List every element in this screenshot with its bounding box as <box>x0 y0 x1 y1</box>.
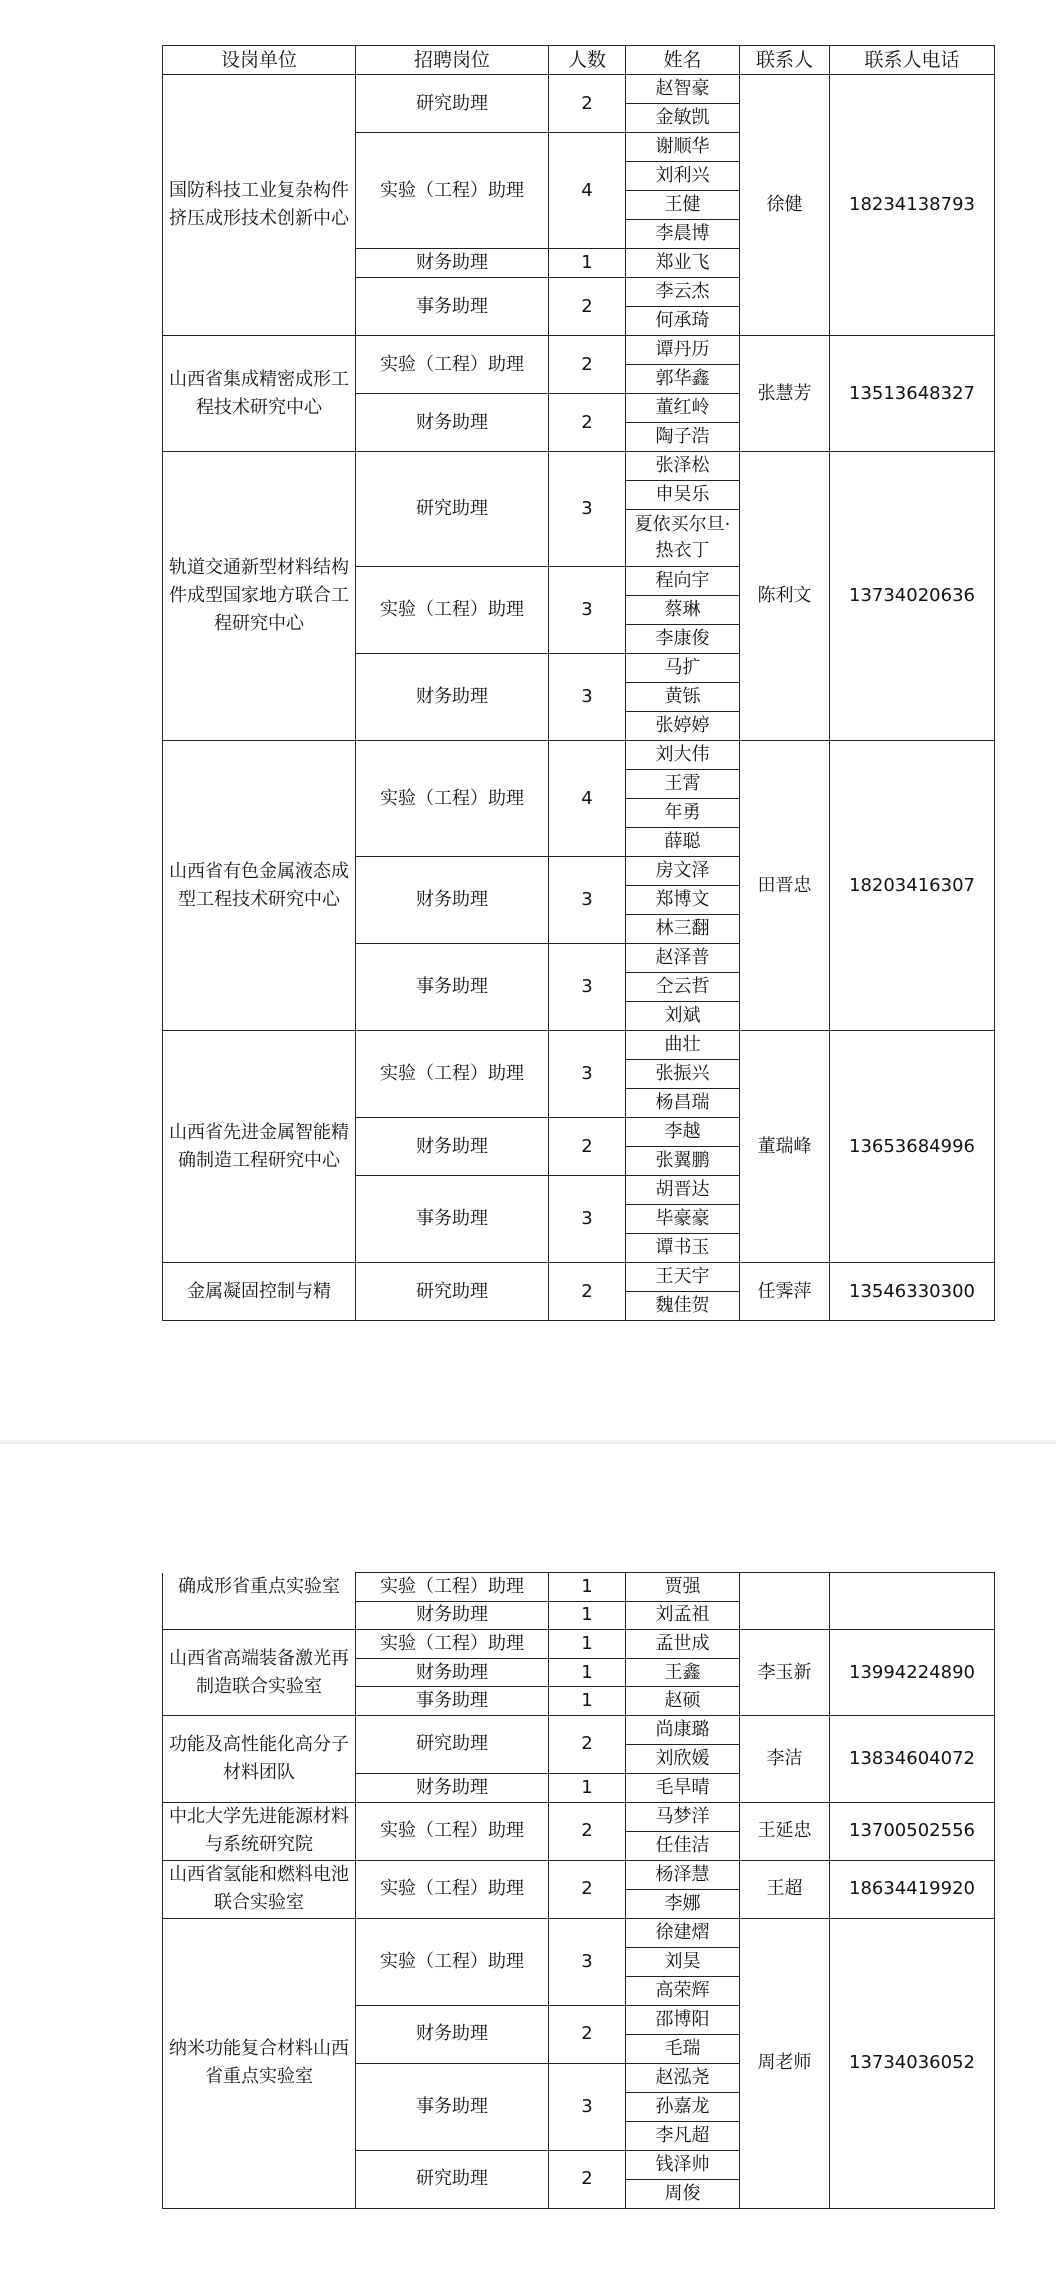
position-title: 财务助理 <box>356 1658 549 1687</box>
candidate-name: 杨泽慧 <box>626 1860 740 1889</box>
position-title: 财务助理 <box>356 857 549 944</box>
contact-phone: 13653684996 <box>830 1031 995 1263</box>
unit-name-continued: 确成形省重点实验室 <box>163 1573 356 1630</box>
contact-person: 任霁萍 <box>740 1263 830 1321</box>
unit-name: 山西省先进金属智能精确制造工程研究中心 <box>163 1031 356 1263</box>
position-title: 实验（工程）助理 <box>356 1630 549 1659</box>
candidate-name: 孟世成 <box>626 1630 740 1659</box>
headcount: 4 <box>549 133 626 249</box>
candidate-name: 董红岭 <box>626 394 740 423</box>
candidate-name: 赵泓尧 <box>626 2063 740 2092</box>
headcount: 3 <box>549 654 626 741</box>
contact-person: 董瑞峰 <box>740 1031 830 1263</box>
candidate-name: 李凡超 <box>626 2121 740 2150</box>
unit-name: 轨道交通新型材料结构件成型国家地方联合工程研究中心 <box>163 452 356 741</box>
candidate-name: 郑博文 <box>626 886 740 915</box>
candidate-name: 刘斌 <box>626 1002 740 1031</box>
candidate-name: 贾强 <box>626 1573 740 1602</box>
candidate-name: 李云杰 <box>626 278 740 307</box>
candidate-name: 孙嘉龙 <box>626 2092 740 2121</box>
candidate-name: 李康俊 <box>626 625 740 654</box>
candidate-name: 马梦洋 <box>626 1802 740 1831</box>
candidate-name: 刘昊 <box>626 1947 740 1976</box>
contact-person: 李洁 <box>740 1715 830 1802</box>
unit-name: 国防科技工业复杂构件挤压成形技术创新中心 <box>163 75 356 336</box>
headcount: 2 <box>549 1860 626 1918</box>
unit-name: 山西省集成精密成形工程技术研究中心 <box>163 336 356 452</box>
headcount: 3 <box>549 567 626 654</box>
position-title: 研究助理 <box>356 1715 549 1773</box>
position-title: 财务助理 <box>356 249 549 278</box>
unit-name: 功能及高性能化高分子材料团队 <box>163 1715 356 1802</box>
headcount: 3 <box>549 1031 626 1118</box>
candidate-name: 谭丹历 <box>626 336 740 365</box>
headcount: 2 <box>549 2150 626 2208</box>
candidate-name: 邵博阳 <box>626 2005 740 2034</box>
candidate-name: 张振兴 <box>626 1060 740 1089</box>
candidate-name: 王霄 <box>626 770 740 799</box>
candidate-name: 魏佳贺 <box>626 1292 740 1321</box>
headcount: 2 <box>549 394 626 452</box>
table-row <box>163 1263 995 1292</box>
headcount: 2 <box>549 336 626 394</box>
candidate-name: 张翼鹏 <box>626 1147 740 1176</box>
table-row <box>163 452 995 481</box>
position-title: 实验（工程）助理 <box>356 1573 549 1602</box>
headcount: 3 <box>549 1918 626 2005</box>
candidate-name: 郭华鑫 <box>626 365 740 394</box>
candidate-name: 高荣辉 <box>626 1976 740 2005</box>
headcount: 1 <box>549 249 626 278</box>
position-title: 财务助理 <box>356 394 549 452</box>
position-title: 事务助理 <box>356 1176 549 1263</box>
position-title: 事务助理 <box>356 2063 549 2150</box>
candidate-name: 刘孟祖 <box>626 1601 740 1630</box>
position-title: 财务助理 <box>356 1773 549 1802</box>
candidate-name: 仝云哲 <box>626 973 740 1002</box>
unit-name: 山西省氢能和燃料电池联合实验室 <box>163 1860 356 1918</box>
unit-name: 中北大学先进能源材料与系统研究院 <box>163 1802 356 1860</box>
headcount: 2 <box>549 2005 626 2063</box>
position-title: 实验（工程）助理 <box>356 133 549 249</box>
header-row <box>163 46 995 75</box>
candidate-name: 夏依买尔旦·热衣丁 <box>626 510 740 567</box>
recruitment-table-page1 <box>162 45 995 1321</box>
headcount: 3 <box>549 452 626 567</box>
contact-person: 李玉新 <box>740 1630 830 1716</box>
contact-phone: 13546330300 <box>830 1263 995 1321</box>
position-title: 实验（工程）助理 <box>356 1918 549 2005</box>
headcount: 2 <box>549 75 626 133</box>
table-row <box>163 336 995 365</box>
headcount: 2 <box>549 1263 626 1321</box>
position-title: 研究助理 <box>356 2150 549 2208</box>
candidate-name: 谢顺华 <box>626 133 740 162</box>
candidate-name: 李娜 <box>626 1889 740 1918</box>
contact-phone: 18234138793 <box>830 75 995 336</box>
unit-name: 金属凝固控制与精 <box>163 1263 356 1321</box>
candidate-name: 申吴乐 <box>626 481 740 510</box>
contact-person: 张慧芳 <box>740 336 830 452</box>
unit-name: 山西省高端装备激光再制造联合实验室 <box>163 1630 356 1716</box>
header-phone: 联系人电话 <box>830 46 995 75</box>
headcount: 1 <box>549 1601 626 1630</box>
position-title: 实验（工程）助理 <box>356 741 549 857</box>
position-title: 实验（工程）助理 <box>356 336 549 394</box>
table-row <box>163 1802 995 1831</box>
contact-phone: 13994224890 <box>830 1630 995 1716</box>
candidate-name: 钱泽帅 <box>626 2150 740 2179</box>
candidate-name: 陶子浩 <box>626 423 740 452</box>
candidate-name: 赵泽普 <box>626 944 740 973</box>
table-row <box>163 1573 995 1602</box>
position-title: 财务助理 <box>356 1118 549 1176</box>
position-title: 研究助理 <box>356 452 549 567</box>
position-title: 财务助理 <box>356 654 549 741</box>
position-title: 事务助理 <box>356 944 549 1031</box>
candidate-name: 毛瑞 <box>626 2034 740 2063</box>
candidate-name: 赵智豪 <box>626 75 740 104</box>
contact-phone: 13834604072 <box>830 1715 995 1802</box>
header-name: 姓名 <box>626 46 740 75</box>
candidate-name: 王健 <box>626 191 740 220</box>
position-title: 事务助理 <box>356 1687 549 1716</box>
header-count: 人数 <box>549 46 626 75</box>
page-gap-divider-line <box>0 1443 1056 1444</box>
candidate-name: 胡晋达 <box>626 1176 740 1205</box>
headcount: 3 <box>549 1176 626 1263</box>
headcount: 4 <box>549 741 626 857</box>
headcount: 1 <box>549 1573 626 1602</box>
candidate-name: 林三翻 <box>626 915 740 944</box>
unit-name: 山西省有色金属液态成型工程技术研究中心 <box>163 741 356 1031</box>
candidate-name: 薛聪 <box>626 828 740 857</box>
headcount: 1 <box>549 1658 626 1687</box>
contact-person-empty <box>740 1573 830 1630</box>
candidate-name: 周俊 <box>626 2179 740 2208</box>
table-row <box>163 1918 995 1947</box>
candidate-name: 杨昌瑞 <box>626 1089 740 1118</box>
candidate-name: 任佳洁 <box>626 1831 740 1860</box>
headcount: 3 <box>549 944 626 1031</box>
contact-person: 田晋忠 <box>740 741 830 1031</box>
candidate-name: 毕豪豪 <box>626 1205 740 1234</box>
candidate-name: 徐建熠 <box>626 1918 740 1947</box>
headcount: 3 <box>549 2063 626 2150</box>
headcount: 1 <box>549 1687 626 1716</box>
headcount: 3 <box>549 857 626 944</box>
candidate-name: 刘利兴 <box>626 162 740 191</box>
position-title: 研究助理 <box>356 75 549 133</box>
contact-phone: 13513648327 <box>830 336 995 452</box>
contact-phone: 18634419920 <box>830 1860 995 1918</box>
headcount: 2 <box>549 278 626 336</box>
position-title: 实验（工程）助理 <box>356 1802 549 1860</box>
position-title: 研究助理 <box>356 1263 549 1321</box>
candidate-name: 谭书玉 <box>626 1234 740 1263</box>
position-title: 财务助理 <box>356 2005 549 2063</box>
contact-person: 陈利文 <box>740 452 830 741</box>
table-row <box>163 1860 995 1889</box>
contact-person: 周老师 <box>740 1918 830 2208</box>
header-unit: 设岗单位 <box>163 46 356 75</box>
candidate-name: 赵硕 <box>626 1687 740 1716</box>
candidate-name: 毛旱晴 <box>626 1773 740 1802</box>
table-row <box>163 1715 995 1744</box>
position-title: 实验（工程）助理 <box>356 1031 549 1118</box>
table-row <box>163 1031 995 1060</box>
position-title: 事务助理 <box>356 278 549 336</box>
candidate-name: 张婷婷 <box>626 712 740 741</box>
contact-person: 王超 <box>740 1860 830 1918</box>
contact-phone: 13734020636 <box>830 452 995 741</box>
candidate-name: 何承琦 <box>626 307 740 336</box>
headcount: 2 <box>549 1802 626 1860</box>
table-row <box>163 741 995 770</box>
headcount: 2 <box>549 1118 626 1176</box>
contact-phone-empty <box>830 1573 995 1630</box>
headcount: 2 <box>549 1715 626 1773</box>
recruitment-table-page2 <box>162 1572 995 2209</box>
candidate-name: 刘大伟 <box>626 741 740 770</box>
header-position: 招聘岗位 <box>356 46 549 75</box>
candidate-name: 郑业飞 <box>626 249 740 278</box>
contact-person: 徐健 <box>740 75 830 336</box>
headcount: 1 <box>549 1630 626 1659</box>
contact-phone: 13734036052 <box>830 1918 995 2208</box>
position-title: 实验（工程）助理 <box>356 567 549 654</box>
contact-phone: 13700502556 <box>830 1802 995 1860</box>
position-title: 实验（工程）助理 <box>356 1860 549 1918</box>
candidate-name: 马扩 <box>626 654 740 683</box>
candidate-name: 年勇 <box>626 799 740 828</box>
contact-phone: 18203416307 <box>830 741 995 1031</box>
headcount: 1 <box>549 1773 626 1802</box>
table-row <box>163 75 995 104</box>
candidate-name: 王鑫 <box>626 1658 740 1687</box>
candidate-name: 王天宇 <box>626 1263 740 1292</box>
candidate-name: 李越 <box>626 1118 740 1147</box>
table-row <box>163 1630 995 1659</box>
candidate-name: 金敏凯 <box>626 104 740 133</box>
contact-person: 王延忠 <box>740 1802 830 1860</box>
unit-name: 纳米功能复合材料山西省重点实验室 <box>163 1918 356 2208</box>
candidate-name: 程向宇 <box>626 567 740 596</box>
candidate-name: 尚康璐 <box>626 1715 740 1744</box>
candidate-name: 房文泽 <box>626 857 740 886</box>
candidate-name: 黄铄 <box>626 683 740 712</box>
candidate-name: 刘欣媛 <box>626 1744 740 1773</box>
candidate-name: 李晨博 <box>626 220 740 249</box>
header-contact: 联系人 <box>740 46 830 75</box>
candidate-name: 蔡琳 <box>626 596 740 625</box>
position-title: 财务助理 <box>356 1601 549 1630</box>
candidate-name: 曲壮 <box>626 1031 740 1060</box>
candidate-name: 张泽松 <box>626 452 740 481</box>
